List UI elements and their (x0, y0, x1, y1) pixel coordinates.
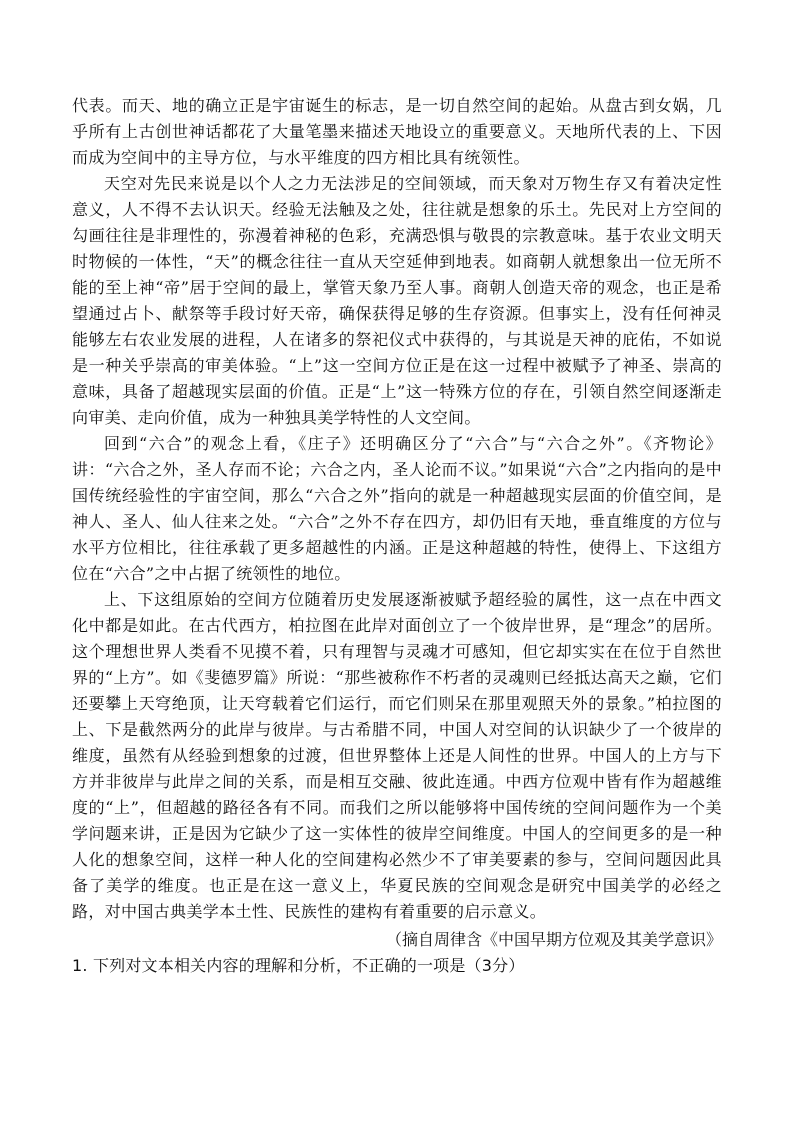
paragraph-1: 代表。而天、地的确立正是宇宙诞生的标志，是一切自然空间的起始。从盘古到女娲，几乎所有上古创世神话都花了大量笔墨来描述天地设立的重要意义。天地所代表的上、下因而成为空间中的主导方位，与水平维度的四方相比具有统领性。 (72, 96, 722, 167)
question-1: 1. 下列对文本相关内容的理解和分析，不正确的一项是（3分） (72, 956, 525, 975)
paragraph-2: 天空对先民来说是以个人之力无法涉足的空间领域，而天象对万物生存又有着决定性意义，人不得不去认识天。经验无法触及之处，往往就是想象的乐土。先民对上方空间的勾画往往是非理性的，弥漫着神秘的色彩，充满恐惧与敬畏的宗教意味。基于农业文明天时物候的一体性，“天”的概念往往一直从天空延伸到地表。如商朝人就想象出一位无所不能的至上神“帝”居于空间的最上，掌管天象乃至人事。商朝人创造天帝的观念，也正是希望通过占卜、献祭等手段讨好天帝，确保获得足够的生存资源。但事实上，没有任何神灵能够左右农业发展的进程，人在诸多的祭祀仪式中获得的，与其说是天神的庇佑，不如说是一种关乎崇高的审美体验。“上”这一空间方位正是在这一过程中被赋予了神圣、崇高的意味，具备了超越现实层面的价值。正是“上”这一特殊方位的存在，引领自然空间逐渐走向审美、走向价值，成为一种独具美学特性的人文空间。 (72, 174, 722, 427)
document-page (72, 93, 722, 979)
paragraph-4: 上、下这组原始的空间方位随着历史发展逐渐被赋予超经验的属性，这一点在中西文化中都是如此。在古代西方，柏拉图在此岸对面创立了一个彼岸世界，是“理念”的居所。这个理想世界人类看不见摸不着，只有理智与灵魂才可感知，但它却实实在在位于自然世界的“上方”。如《斐德罗篇》所说：“那些被称作不朽者的灵魂则已经抵达高天之巅，它们还要攀上天穹绝顶，让天穹载着它们运行，而它们则呆在那里观照天外的景象。”柏拉图的上、下是截然两分的此岸与彼岸。与古希腊不同，中国人对空间的认识缺少了一个彼岸的维度，虽然有从经验到想象的过渡，但世界整体上还是人间性的世界。中国人的上方与下方并非彼岸与此岸之间的关系，而是相互交融、彼此连通。中西方位观中皆有作为超越维度的“上”，但超越的路径各有不同。而我们之所以能够将中国传统的空间问题作为一个美学问题来讲，正是因为它缺少了这一实体性的彼岸空间维度。中国人的空间更多的是一种人化的想象空间，这样一种人化的空间建构必然少不了审美要素的参与，空间问题因此具备了美学的维度。也正是在这一意义上，华夏民族的空间观念是研究中国美学的必经之路，对中国古典美学本土性、民族性的建构有着重要的启示意义。 (72, 590, 722, 921)
source-citation: （摘自周律含《中国早期方位观及其美学意识》 (385, 930, 722, 949)
paragraph-3: 回到“六合”的观念上看，《庄子》还明确区分了“六合”与“六合之外”。《齐物论》讲：“六合之外，圣人存而不论；六合之内，圣人论而不议。”如果说“六合”之内指向的是中国传统经验性的宇宙空间，那么“六合之外”指向的就是一种超越现实层面的价值空间，是神人、圣人、仙人往来之处。“六合”之外不存在四方，却仍旧有天地，垂直维度的方位与水平方位相比，往往承载了更多超越性的内涵。正是这种超越的特性，使得上、下这组方位在“六合”之中占据了统领性的地位。 (72, 434, 722, 583)
